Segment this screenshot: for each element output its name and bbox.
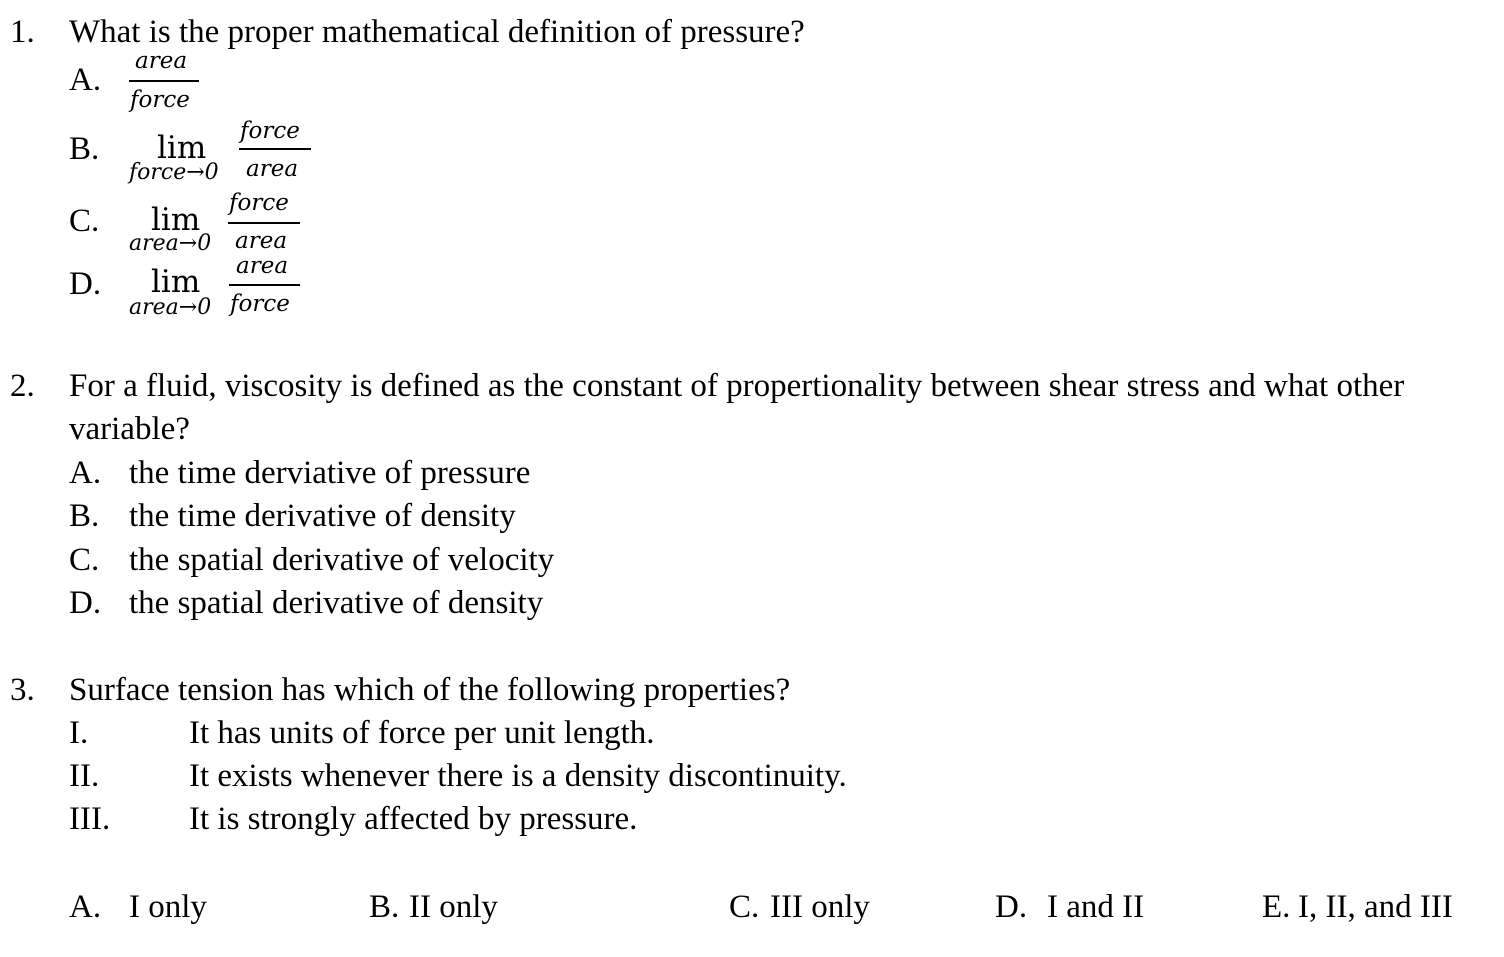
fraction-denominator: area <box>235 228 288 254</box>
statement-text: It exists whenever there is a density discontinuity. <box>189 758 847 794</box>
question-number: 2. <box>10 368 35 404</box>
answer-text: I, II, and III <box>1298 889 1453 925</box>
question-number: 3. <box>10 672 35 708</box>
answer-text: I and II <box>1047 889 1145 925</box>
option-letter: B. <box>69 498 100 534</box>
option-letter: A. <box>69 455 102 491</box>
question-text-line-1: For a fluid, viscosity is defined as the constant of propertionality between shear stress and what other <box>69 368 1405 404</box>
answer-letter: B. <box>369 889 400 925</box>
limit-operator: lim <box>151 264 201 300</box>
option-text: the time derviative of pressure <box>129 455 531 491</box>
question-text: Surface tension has which of the following properties? <box>69 672 791 708</box>
fraction-bar <box>239 148 311 150</box>
statement-numeral: II. <box>69 758 100 794</box>
fraction-denominator: area <box>246 156 299 182</box>
fraction-numerator: area <box>236 253 289 279</box>
answer-text: I only <box>129 889 207 925</box>
option-letter: A. <box>69 62 102 98</box>
statement-text: It is strongly affected by pressure. <box>189 801 638 837</box>
fraction-bar <box>229 284 300 286</box>
question-text-line-2: variable? <box>69 411 190 447</box>
answer-letter: E. <box>1262 889 1291 925</box>
fraction-bar <box>129 80 199 82</box>
limit-operator: lim <box>157 130 207 166</box>
limit-subscript: area→0 <box>129 295 212 320</box>
fraction-denominator: force <box>230 291 290 317</box>
answer-letter: C. <box>729 889 760 925</box>
limit-operator: lim <box>151 202 201 238</box>
statement-text: It has units of force per unit length. <box>189 715 655 751</box>
option-text: the spatial derivative of density <box>129 585 544 621</box>
limit-subscript: area→0 <box>129 231 212 256</box>
question-text: What is the proper mathematical definition of pressure? <box>69 14 805 50</box>
fraction-bar <box>228 222 300 224</box>
fraction-numerator: force <box>240 118 300 144</box>
option-letter: C. <box>69 542 100 578</box>
limit-subscript: force→0 <box>129 160 219 185</box>
statement-numeral: III. <box>69 801 111 837</box>
answer-text: III only <box>770 889 870 925</box>
option-text: the time derivative of density <box>129 498 516 534</box>
option-letter: D. <box>69 585 102 621</box>
option-letter: C. <box>69 203 100 239</box>
statement-numeral: I. <box>69 715 89 751</box>
answer-letter: A. <box>69 889 102 925</box>
fraction-numerator: area <box>135 48 188 74</box>
question-number: 1. <box>10 14 35 50</box>
option-letter: D. <box>69 266 102 302</box>
fraction-numerator: force <box>229 190 289 216</box>
option-text: the spatial derivative of velocity <box>129 542 555 578</box>
answer-letter: D. <box>995 889 1028 925</box>
option-letter: B. <box>69 131 100 167</box>
fraction-denominator: force <box>130 87 190 113</box>
answer-text: II only <box>409 889 498 925</box>
